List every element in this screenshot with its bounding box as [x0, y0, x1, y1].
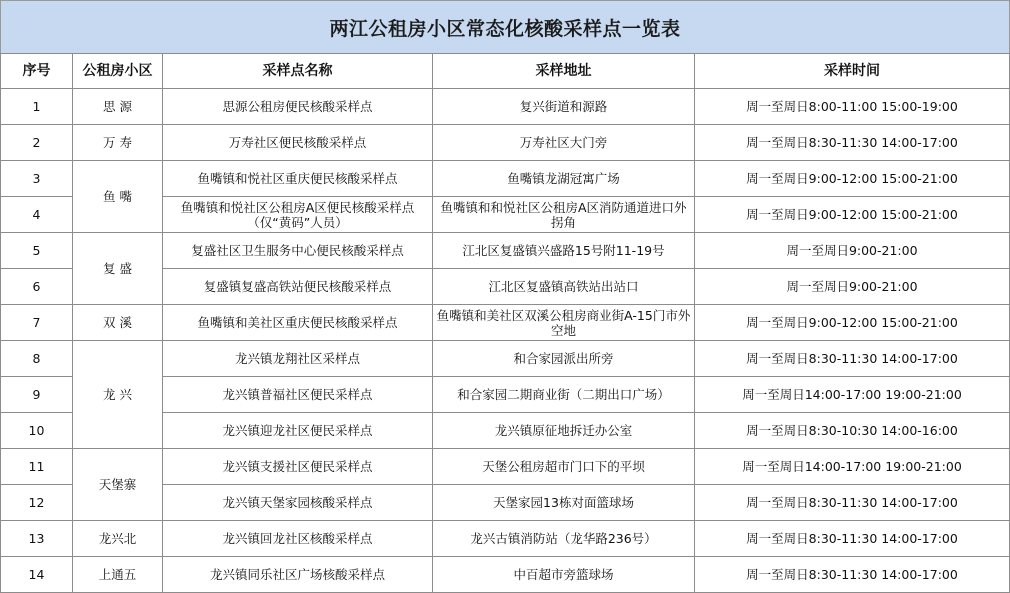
row-address: 江北区复盛镇兴盛路15号附11-19号	[433, 233, 695, 269]
row-no: 8	[1, 341, 73, 377]
row-no: 3	[1, 161, 73, 197]
row-site: 龙兴镇天堡家园核酸采样点	[163, 485, 433, 521]
row-address: 天堡公租房超市门口下的平坝	[433, 449, 695, 485]
row-site: 万寿社区便民核酸采样点	[163, 125, 433, 161]
table-row	[1, 521, 1010, 557]
row-site: 龙兴镇支援社区便民采样点	[163, 449, 433, 485]
table-row	[1, 305, 1010, 341]
row-no: 13	[1, 521, 73, 557]
row-address: 龙兴镇原征地拆迁办公室	[433, 413, 695, 449]
table-row	[1, 449, 1010, 485]
row-time: 周一至周日8:30-11:30 14:00-17:00	[695, 125, 1010, 161]
table-row	[1, 161, 1010, 197]
row-site: 龙兴镇普福社区便民采样点	[163, 377, 433, 413]
row-address: 龙兴古镇消防站（龙华路236号）	[433, 521, 695, 557]
row-time: 周一至周日14:00-17:00 19:00-21:00	[695, 377, 1010, 413]
row-no: 11	[1, 449, 73, 485]
row-time: 周一至周日8:30-11:30 14:00-17:00	[695, 485, 1010, 521]
row-no: 12	[1, 485, 73, 521]
row-address: 和合家园派出所旁	[433, 341, 695, 377]
row-no: 7	[1, 305, 73, 341]
row-time: 周一至周日9:00-21:00	[695, 269, 1010, 305]
row-time: 周一至周日9:00-12:00 15:00-21:00	[695, 161, 1010, 197]
row-no: 5	[1, 233, 73, 269]
table-row	[1, 233, 1010, 269]
row-address: 中百超市旁篮球场	[433, 557, 695, 593]
row-community: 鱼 嘴	[73, 161, 163, 233]
row-site: 龙兴镇回龙社区核酸采样点	[163, 521, 433, 557]
row-time: 周一至周日9:00-12:00 15:00-21:00	[695, 197, 1010, 233]
table-row	[1, 89, 1010, 125]
table-header-row	[1, 54, 1010, 89]
row-community: 天堡寨	[73, 449, 163, 521]
row-community: 龙兴北	[73, 521, 163, 557]
row-site: 鱼嘴镇和美社区重庆便民核酸采样点	[163, 305, 433, 341]
sampling-sites-table	[0, 53, 1010, 593]
row-time: 周一至周日14:00-17:00 19:00-21:00	[695, 449, 1010, 485]
row-address: 鱼嘴镇和和悦社区公租房A区消防通道进口外拐角	[433, 197, 695, 233]
header-community: 公租房小区	[73, 54, 163, 89]
row-community: 思 源	[73, 89, 163, 125]
row-site: 复盛镇复盛高铁站便民核酸采样点	[163, 269, 433, 305]
row-time: 周一至周日9:00-21:00	[695, 233, 1010, 269]
row-community: 龙 兴	[73, 341, 163, 449]
page-title: 两江公租房小区常态化核酸采样点一览表	[0, 0, 1010, 54]
row-site: 龙兴镇迎龙社区便民采样点	[163, 413, 433, 449]
row-address: 鱼嘴镇龙湖冠寓广场	[433, 161, 695, 197]
row-no: 1	[1, 89, 73, 125]
row-no: 9	[1, 377, 73, 413]
row-time: 周一至周日8:30-10:30 14:00-16:00	[695, 413, 1010, 449]
row-community: 双 溪	[73, 305, 163, 341]
row-no: 10	[1, 413, 73, 449]
row-time: 周一至周日8:30-11:30 14:00-17:00	[695, 341, 1010, 377]
row-time: 周一至周日8:30-11:30 14:00-17:00	[695, 557, 1010, 593]
row-no: 2	[1, 125, 73, 161]
header-site-name: 采样点名称	[163, 54, 433, 89]
row-community: 上通五	[73, 557, 163, 593]
row-no: 4	[1, 197, 73, 233]
row-site: 鱼嘴镇和悦社区公租房A区便民核酸采样点（仅“黄码”人员）	[163, 197, 433, 233]
row-community: 复 盛	[73, 233, 163, 305]
row-site: 复盛社区卫生服务中心便民核酸采样点	[163, 233, 433, 269]
row-no: 6	[1, 269, 73, 305]
row-site: 龙兴镇龙翔社区采样点	[163, 341, 433, 377]
row-community: 万 寿	[73, 125, 163, 161]
row-site: 思源公租房便民核酸采样点	[163, 89, 433, 125]
row-address: 和合家园二期商业街（二期出口广场）	[433, 377, 695, 413]
row-no: 14	[1, 557, 73, 593]
header-time: 采样时间	[695, 54, 1010, 89]
header-no: 序号	[1, 54, 73, 89]
row-address: 万寿社区大门旁	[433, 125, 695, 161]
header-address: 采样地址	[433, 54, 695, 89]
table-row	[1, 341, 1010, 377]
row-site: 龙兴镇同乐社区广场核酸采样点	[163, 557, 433, 593]
row-address: 天堡家园13栋对面篮球场	[433, 485, 695, 521]
row-address: 复兴街道和源路	[433, 89, 695, 125]
table-row	[1, 125, 1010, 161]
table-row	[1, 557, 1010, 593]
row-time: 周一至周日8:00-11:00 15:00-19:00	[695, 89, 1010, 125]
row-site: 鱼嘴镇和悦社区重庆便民核酸采样点	[163, 161, 433, 197]
row-time: 周一至周日8:30-11:30 14:00-17:00	[695, 521, 1010, 557]
row-address: 鱼嘴镇和美社区双溪公租房商业街A-15门市外空地	[433, 305, 695, 341]
row-time: 周一至周日9:00-12:00 15:00-21:00	[695, 305, 1010, 341]
row-address: 江北区复盛镇高铁站出站口	[433, 269, 695, 305]
